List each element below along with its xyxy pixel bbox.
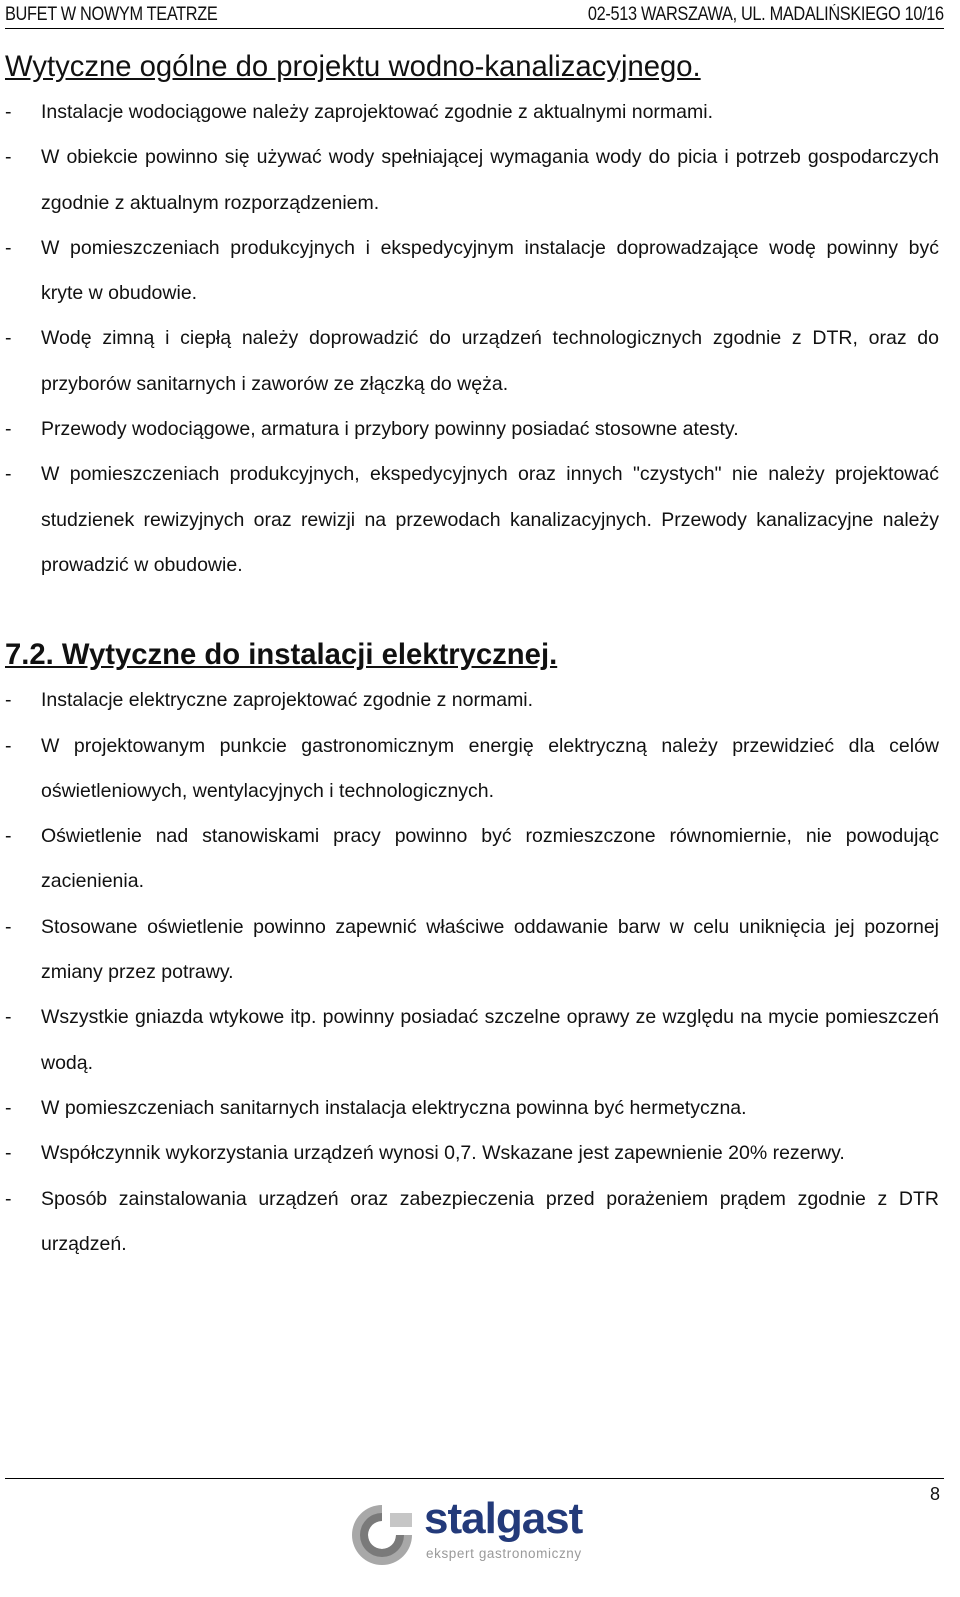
list-item: - Oświetlenie nad stanowiskami pracy powinno być rozmieszczone równomiernie, nie powodując zacienienia. [5, 814, 939, 905]
header-address: 02-513 WARSZAWA, UL. MADALIŃSKIEGO 10/16 [588, 4, 944, 25]
section-title-water: Wytyczne ogólne do projektu wodno-kanalizacyjnego. [5, 51, 701, 83]
water-guidelines-list [5, 90, 939, 588]
list-item: - Współczynnik wykorzystania urządzeń wynosi 0,7. Wskazane jest zapewnienie 20% rezerwy. [5, 1131, 939, 1176]
list-item: - Instalacje elektryczne zaprojektować zgodnie z normami. [5, 678, 939, 723]
list-item: - W pomieszczeniach sanitarnych instalacja elektryczna powinna być hermetyczna. [5, 1086, 939, 1131]
logo-mark-icon [350, 1503, 414, 1567]
logo-wordmark: stalgast [424, 1494, 583, 1543]
section-spacer [5, 588, 939, 633]
footer-divider [5, 1478, 944, 1479]
electric-guidelines-list [5, 678, 939, 1267]
list-item: - Sposób zainstalowania urządzeń oraz zabezpieczenia przed porażeniem prądem zgodnie z DTR urządzeń. [5, 1177, 939, 1268]
header-project-name: BUFET W NOWYM TEATRZE [5, 4, 218, 25]
list-item: - W projektowanym punkcie gastronomicznym energię elektryczną należy przewidzieć dla celów oświetleniowych, wentylacyjnych i technologicznych. [5, 724, 939, 815]
page-header [5, 2, 944, 29]
list-item: - W obiekcie powinno się używać wody spełniającej wymagania wody do picia i potrzeb gospodarczych zgodnie z aktualnym rozporządzeniem. [5, 135, 939, 226]
list-item: - Wszystkie gniazda wtykowe itp. powinny posiadać szczelne oprawy ze względu na mycie pomieszczeń wodą. [5, 995, 939, 1086]
document-body [5, 45, 939, 1267]
stalgast-logo [350, 1494, 600, 1572]
list-item: - Wodę zimną i ciepłą należy doprowadzić do urządzeń technologicznych zgodnie z DTR, oraz do przyborów sanitarnych i zaworów ze złączką do węża. [5, 316, 939, 407]
list-item: - Instalacje wodociągowe należy zaprojektować zgodnie z aktualnymi normami. [5, 90, 939, 135]
section-title-electric: 7.2. Wytyczne do instalacji elektrycznej. [5, 639, 558, 672]
list-item: - Stosowane oświetlenie powinno zapewnić właściwe oddawanie barw w celu uniknięcia jej pozornej zmiany przez potrawy. [5, 905, 939, 996]
list-item: - W pomieszczeniach produkcyjnych i ekspedycyjnym instalacje doprowadzające wodę powinny być kryte w obudowie. [5, 226, 939, 317]
logo-tagline: ekspert gastronomiczny [426, 1546, 582, 1561]
list-item: - Przewody wodociągowe, armatura i przybory powinny posiadać stosowne atesty. [5, 407, 939, 452]
list-item: - W pomieszczeniach produkcyjnych, ekspedycyjnych oraz innych "czystych" nie należy projektować studzienek rewizyjnych oraz rewizji na przewodach kanalizacyjnych. Przewody kanalizacyjne należy prowadzić w obudowie. [5, 452, 939, 588]
page-number: 8 [929, 1484, 940, 1504]
